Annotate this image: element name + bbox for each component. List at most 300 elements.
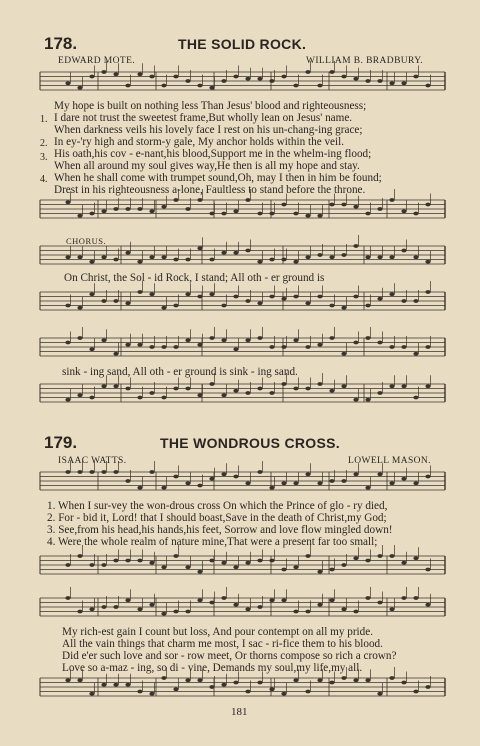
note-head <box>353 295 358 299</box>
note-head <box>281 345 286 349</box>
note-head <box>221 472 226 476</box>
note-head <box>317 253 322 257</box>
note-head <box>425 84 430 88</box>
note-head <box>221 79 226 83</box>
note-head <box>245 561 250 565</box>
note-head <box>389 384 394 388</box>
note-head <box>77 255 82 259</box>
note-head <box>341 563 346 567</box>
note-head <box>137 690 142 694</box>
note-head <box>221 561 226 565</box>
note-head <box>365 255 370 259</box>
note-head <box>377 554 382 558</box>
note-head <box>233 347 238 351</box>
note-head <box>137 486 142 490</box>
note-head <box>245 338 250 342</box>
note-head <box>197 246 202 250</box>
note-head <box>413 690 418 694</box>
note-head <box>185 79 190 83</box>
note-head <box>377 297 382 301</box>
note-head <box>293 212 298 216</box>
note-head <box>401 477 406 481</box>
note-head <box>269 486 274 490</box>
note-head <box>293 678 298 682</box>
verse-line: Μy hope is built on nothing less Than Jesus' blood and righteousness; <box>54 100 367 112</box>
note-head <box>101 255 106 259</box>
note-head <box>113 207 118 211</box>
note-head <box>305 70 310 74</box>
note-head <box>317 343 322 347</box>
note-head <box>257 681 262 685</box>
note-head <box>341 607 346 611</box>
note-head <box>329 568 334 572</box>
note-head <box>293 387 298 391</box>
note-head <box>401 249 406 253</box>
verse-line: My rich-est gain I count but loss, And pour contempt on all my pride. <box>62 626 374 638</box>
note-head <box>245 690 250 694</box>
note-head <box>185 207 190 211</box>
note-head <box>365 212 370 216</box>
note-head <box>77 554 82 558</box>
note-head <box>101 384 106 388</box>
verse-number: 2. <box>40 138 48 149</box>
note-head <box>329 304 334 308</box>
note-head <box>317 570 322 574</box>
note-head <box>293 481 298 485</box>
note-head <box>197 343 202 347</box>
note-head <box>329 70 334 74</box>
note-head <box>389 607 394 611</box>
note-head <box>281 481 286 485</box>
note-head <box>293 610 298 614</box>
note-head <box>185 338 190 342</box>
note-head <box>185 610 190 614</box>
note-head <box>185 678 190 682</box>
note-head <box>125 559 130 563</box>
note-head <box>149 255 154 259</box>
note-head <box>185 292 190 296</box>
note-head <box>101 338 106 342</box>
hymn-179-number: 179. <box>44 433 78 452</box>
note-head <box>341 75 346 79</box>
note-head <box>425 685 430 689</box>
note-head <box>425 203 430 207</box>
note-head <box>113 299 118 303</box>
note-head <box>389 554 394 558</box>
note-head <box>401 209 406 213</box>
note-head <box>365 559 370 563</box>
note-head <box>125 84 130 88</box>
note-head <box>137 396 142 400</box>
note-head <box>317 214 322 218</box>
note-head <box>293 295 298 299</box>
note-head <box>377 692 382 696</box>
note-head <box>413 75 418 79</box>
verse-line: Drest in his righteousness a-lone, Faultless to stand before the throne. <box>54 184 366 196</box>
note-head <box>305 214 310 218</box>
chorus-label: CHORUS. <box>66 236 107 246</box>
note-head <box>413 299 418 303</box>
note-head <box>161 565 166 569</box>
note-head <box>173 75 178 79</box>
note-head <box>257 260 262 264</box>
note-head <box>209 559 214 563</box>
note-head <box>389 198 394 202</box>
note-head <box>197 570 202 574</box>
note-head <box>365 486 370 490</box>
note-head <box>173 610 178 614</box>
note-head <box>101 683 106 687</box>
note-head <box>353 678 358 682</box>
note-head <box>425 568 430 572</box>
note-head <box>401 299 406 303</box>
note-head <box>161 396 166 400</box>
note-head <box>233 75 238 79</box>
note-head <box>245 607 250 611</box>
note-head <box>113 605 118 609</box>
note-head <box>65 596 70 600</box>
note-head <box>137 559 142 563</box>
note-head <box>197 598 202 602</box>
verse-line: His oath,his cov - e-nant,his blood,Support me in the whelm-ing flood; <box>54 148 372 160</box>
note-head <box>65 563 70 567</box>
note-head <box>65 398 70 402</box>
note-head <box>377 207 382 211</box>
note-head <box>317 481 322 485</box>
note-head <box>89 347 94 351</box>
note-head <box>257 387 262 391</box>
note-head <box>173 258 178 262</box>
note-head <box>365 304 370 308</box>
note-head <box>317 678 322 682</box>
note-head <box>389 255 394 259</box>
note-head <box>101 563 106 567</box>
note-head <box>137 260 142 264</box>
verse-line: Did e'er such love and sor - row meet, Or thorns compose so rich a crown? <box>62 650 397 662</box>
note-head <box>89 563 94 567</box>
note-head <box>125 598 130 602</box>
note-head <box>341 676 346 680</box>
note-head <box>413 556 418 560</box>
note-head <box>425 603 430 607</box>
note-head <box>281 297 286 301</box>
note-head <box>401 561 406 565</box>
note-head <box>173 554 178 558</box>
note-head <box>209 685 214 689</box>
note-head <box>209 477 214 481</box>
note-head <box>233 603 238 607</box>
note-head <box>305 610 310 614</box>
note-head <box>197 678 202 682</box>
page-number: 181 <box>231 706 248 718</box>
note-head <box>113 352 118 356</box>
note-head <box>341 384 346 388</box>
note-head <box>329 681 334 685</box>
note-head <box>425 290 430 294</box>
note-head <box>113 683 118 687</box>
note-head <box>269 79 274 83</box>
note-head <box>329 255 334 259</box>
note-head <box>161 255 166 259</box>
note-head <box>137 343 142 347</box>
note-head <box>257 559 262 563</box>
note-head <box>209 601 214 605</box>
note-head <box>377 601 382 605</box>
note-head <box>89 607 94 611</box>
note-head <box>413 596 418 600</box>
note-head <box>281 258 286 262</box>
note-head <box>65 341 70 345</box>
note-head <box>149 345 154 349</box>
note-head <box>137 290 142 294</box>
note-head <box>113 258 118 262</box>
note-head <box>209 292 214 296</box>
note-head <box>77 470 82 474</box>
note-head <box>245 77 250 81</box>
note-head <box>161 612 166 616</box>
note-head <box>305 301 310 305</box>
hymn-178-composer: WILLIAM B. BRADBURY. <box>306 56 424 66</box>
note-head <box>413 352 418 356</box>
note-head <box>353 398 358 402</box>
note-head <box>233 389 238 393</box>
note-head <box>401 345 406 349</box>
verse-line: 2. For - bid it, Lord! that I should boast,Save in the death of Christ,my God; <box>47 512 387 524</box>
note-head <box>269 295 274 299</box>
note-head <box>89 260 94 264</box>
verse-line: When all around my soul gives way,He then is all my hope and stay. <box>54 160 360 172</box>
note-head <box>125 387 130 391</box>
note-head <box>329 203 334 207</box>
note-head <box>245 391 250 395</box>
note-head <box>185 387 190 391</box>
verse-line: In ey-'ry high and storm-y gale, My anchor holds within the veil. <box>54 136 345 148</box>
note-head <box>353 77 358 81</box>
note-head <box>137 207 142 211</box>
note-head <box>269 687 274 691</box>
note-head <box>245 481 250 485</box>
note-head <box>377 341 382 345</box>
note-head <box>305 690 310 694</box>
note-head <box>305 472 310 476</box>
note-head <box>113 559 118 563</box>
note-head <box>317 84 322 88</box>
note-head <box>89 396 94 400</box>
hymn-178-number: 178. <box>44 34 78 53</box>
note-head <box>281 382 286 386</box>
note-head <box>209 336 214 340</box>
note-head <box>269 345 274 349</box>
note-head <box>101 209 106 213</box>
note-head <box>293 338 298 342</box>
note-head <box>89 75 94 79</box>
note-head <box>353 472 358 476</box>
note-head <box>197 295 202 299</box>
note-head <box>125 207 130 211</box>
note-head <box>221 304 226 308</box>
note-head <box>365 398 370 402</box>
note-head <box>329 479 334 483</box>
verse-line: Love so a-maz - ing, so di - vine, Demands my soul,my life,my all. <box>62 662 363 674</box>
note-head <box>389 292 394 296</box>
note-head <box>413 396 418 400</box>
note-head <box>161 486 166 490</box>
note-head <box>221 338 226 342</box>
note-head <box>65 255 70 259</box>
note-head <box>353 341 358 345</box>
note-head <box>269 212 274 216</box>
note-head <box>341 479 346 483</box>
note-head <box>101 605 106 609</box>
note-head <box>65 304 70 308</box>
note-head <box>317 295 322 299</box>
note-head <box>221 596 226 600</box>
note-head <box>425 384 430 388</box>
hymn-178-title: THE SOLID ROCK. <box>178 36 307 52</box>
hymn-178-author: EDWARD MOTE. <box>58 56 136 66</box>
note-head <box>269 258 274 262</box>
verse-line: 4. Were the whole realm of nature mine,That were a present far too small; <box>47 536 378 548</box>
note-head <box>209 212 214 216</box>
note-head <box>425 345 430 349</box>
hymn-179-composer: LOWELL MASON. <box>348 456 431 466</box>
verse-line: 1. When I sur-vey the won-drous cross On which the Prince of glo - ry died, <box>47 500 388 512</box>
note-head <box>257 77 262 81</box>
note-head <box>389 481 394 485</box>
note-head <box>77 678 82 682</box>
note-head <box>101 470 106 474</box>
note-head <box>233 475 238 479</box>
note-head <box>161 84 166 88</box>
note-head <box>221 251 226 255</box>
verse-line: All the vain things that charm me most, I sac - ri-fice them to his blood. <box>62 638 383 650</box>
note-head <box>269 598 274 602</box>
note-head <box>281 598 286 602</box>
note-head <box>305 255 310 259</box>
note-head <box>173 475 178 479</box>
note-head <box>413 212 418 216</box>
note-head <box>305 345 310 349</box>
note-head <box>209 258 214 262</box>
note-head <box>293 260 298 264</box>
chorus-line: sink - ing sand, All oth - er ground is sink - ing sand. <box>62 366 298 378</box>
note-head <box>137 72 142 76</box>
note-head <box>209 382 214 386</box>
note-head <box>65 678 70 682</box>
note-head <box>341 306 346 310</box>
note-head <box>329 598 334 602</box>
note-head <box>113 72 118 76</box>
note-head <box>377 391 382 395</box>
note-head <box>185 258 190 262</box>
note-head <box>353 244 358 248</box>
note-head <box>245 249 250 253</box>
note-head <box>329 336 334 340</box>
note-head <box>365 596 370 600</box>
note-head <box>329 389 334 393</box>
note-head <box>65 470 70 474</box>
note-head <box>197 393 202 397</box>
note-head <box>257 470 262 474</box>
note-head <box>161 345 166 349</box>
note-head <box>293 565 298 569</box>
note-head <box>125 251 130 255</box>
note-head <box>221 393 226 397</box>
note-head <box>269 559 274 563</box>
note-head <box>125 343 130 347</box>
note-head <box>425 475 430 479</box>
note-head <box>401 681 406 685</box>
note-head <box>365 336 370 340</box>
note-head <box>317 382 322 386</box>
note-head <box>389 81 394 85</box>
note-head <box>233 681 238 685</box>
verse-line: When darkness veils his lovely face I rest on his un-chang-ing grace; <box>54 124 363 136</box>
note-head <box>77 306 82 310</box>
note-head <box>401 81 406 85</box>
note-head <box>425 260 430 264</box>
note-head <box>257 301 262 305</box>
note-head <box>77 610 82 614</box>
note-head <box>221 212 226 216</box>
note-head <box>149 470 154 474</box>
note-head <box>149 292 154 296</box>
note-head <box>377 472 382 476</box>
note-head <box>209 86 214 90</box>
note-head <box>125 683 130 687</box>
note-head <box>245 198 250 202</box>
note-head <box>173 345 178 349</box>
note-head <box>353 205 358 209</box>
note-head <box>245 299 250 303</box>
verse-number: 1. <box>40 114 48 125</box>
note-head <box>173 304 178 308</box>
note-head <box>353 556 358 560</box>
note-head <box>113 470 118 474</box>
note-head <box>317 603 322 607</box>
note-head <box>389 345 394 349</box>
note-head <box>233 209 238 213</box>
note-head <box>341 352 346 356</box>
note-head <box>89 212 94 216</box>
note-head <box>149 603 154 607</box>
note-head <box>341 203 346 207</box>
note-head <box>413 255 418 259</box>
note-head <box>173 687 178 691</box>
note-head <box>365 79 370 83</box>
verse-line: 3. See,from his head,his hands,his feet, Sorrow and love flow mingled down! <box>47 524 393 536</box>
note-head <box>89 292 94 296</box>
note-head <box>161 205 166 209</box>
note-head <box>149 692 154 696</box>
note-head <box>281 568 286 572</box>
note-head <box>173 198 178 202</box>
note-head <box>281 692 286 696</box>
note-head <box>149 75 154 79</box>
note-head <box>161 306 166 310</box>
note-head <box>305 554 310 558</box>
note-head <box>65 200 70 204</box>
note-head <box>89 470 94 474</box>
verse-line: I dare not trust the sweetest frame,But wholly lean on Jesus' name. <box>54 112 353 124</box>
hymn-179-author: ISAAC WATTS. <box>58 456 127 466</box>
note-head <box>149 391 154 395</box>
note-head <box>77 86 82 90</box>
note-head <box>221 683 226 687</box>
verse-number: 4. <box>40 174 48 185</box>
note-head <box>377 79 382 83</box>
note-head <box>197 484 202 488</box>
